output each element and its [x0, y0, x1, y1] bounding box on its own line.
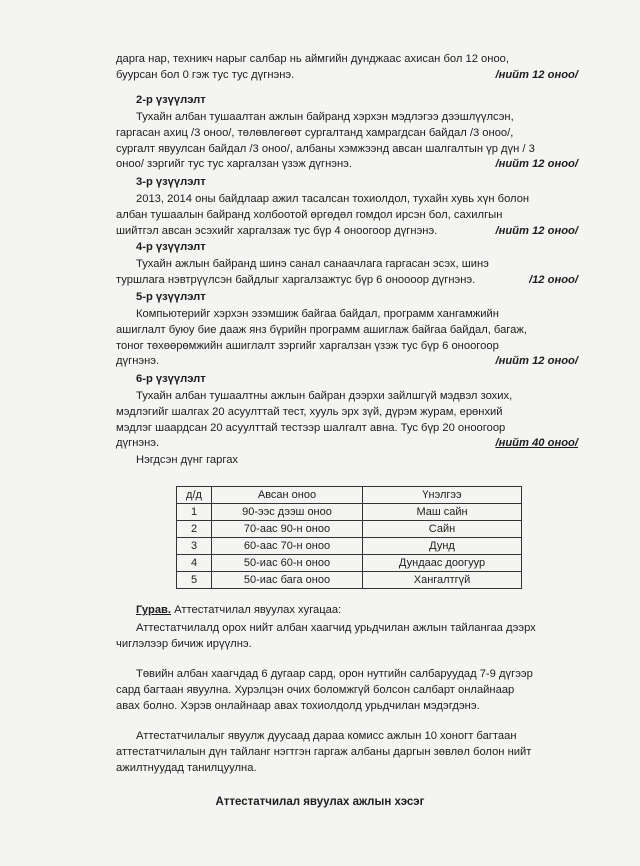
text-line: Тухайн албан тушаалтан ажлын байранд хэрхэн мэдлэгээ дээшлүүлсэн, [136, 111, 514, 123]
text-line: мэдлэгийг шалгах 20 асуулттай тест, хууль эрх зүй, дүрэм журам, ерөнхий [116, 405, 503, 418]
text-line: дарга нар, техникч нарыг салбар нь аймгийн дунджаас ахисан бол 12 оноо, [116, 53, 509, 65]
text-line: тоног төхөөрөмжийн ашиглалт зэргийг харгалзан үзэж тус бүр 6 оноогоор [116, 339, 499, 352]
section-3-heading: Аттестатчилал явуулах хугацаа: [171, 604, 342, 616]
table-cell: Хангалтгүй [363, 572, 522, 589]
table-row [177, 521, 522, 538]
text-line: Аттестатчилалд орох нийт албан хаагчид урьдчилан ажлын тайлангаа дээрх [136, 622, 536, 634]
text-line: мэдлэг шаардсан 20 асуулттай тестээр шалгалт авна. Тус бүр 20 оноогоор [116, 421, 506, 434]
text-line: 2013, 2014 оны байдлаар ажил тасалсан тохиолдол, тухайн хувь хүн болон [136, 193, 530, 205]
indicator-6-text [116, 389, 578, 452]
text-line: аттестатчилалын дүн тайланг нэгтгэн гаргаж албаны даргын зөвлөл болон нийт [116, 745, 532, 758]
text-line: чиглэлээр бичиж ирүүлнэ. [116, 637, 252, 650]
indicator-4-heading: 4-р үзүүлэлт [136, 241, 206, 253]
table-cell: 50-иас бага оноо [212, 572, 363, 589]
total-label: Нэгдсэн дүнг гаргах [136, 454, 239, 466]
table-cell: 3 [177, 538, 212, 555]
indicator-3-heading: 3-р үзүүлэлт [136, 176, 206, 188]
text-line: сургалт явуулсан байдал /3 оноо/, албаны хэмжээнд авсан шалгалтын үр дүн / 3 [116, 142, 535, 155]
table-cell: 2 [177, 521, 212, 538]
table-row [177, 504, 522, 521]
section-3-title [136, 604, 341, 616]
score-label: /нийт 12 оноо/ [495, 158, 578, 171]
table-cell: 70-аас 90-н оноо [212, 521, 363, 538]
table-row [177, 572, 522, 589]
section-3-label: Гурав. [136, 604, 172, 616]
table-row [177, 538, 522, 555]
section-3-para-b [116, 667, 578, 714]
score-label: /нийт 12 оноо/ [495, 68, 578, 81]
text-line: Төвийн албан хаагчдад 6 дугаар сард, орон нутгийн салбаруудад 7-9 дүгээр [136, 668, 533, 680]
text-line: авах болно. Хэрэв онлайнаар авах тохиолдолд урьдчилан мэдэгдэнэ. [116, 699, 480, 712]
indicator-4-text [116, 257, 578, 289]
indicator-5-heading: 5-р үзүүлэлт [136, 291, 206, 303]
score-label: /12 оноо/ [528, 273, 578, 286]
text-line: буурсан бол 0 гэж тус тус дүгнэнэ. /нийт 12 оноо/ [116, 68, 578, 84]
section-3-para-a [116, 621, 578, 653]
table-cell: 90-ээс дээш оноо [212, 504, 363, 521]
table-cell: Дундаас доогуур [363, 555, 522, 572]
table-cell: 50-иас 60-н оноо [212, 555, 363, 572]
indicator-5-text [116, 307, 578, 370]
table-cell: 5 [177, 572, 212, 589]
working-group-title: Аттестатчилал явуулах ажлын хэсэг [215, 796, 425, 808]
text-line: гаргасан ахиц /3 оноо/, төлөвлөгөөт сургалтанд хамрагдсан байдал /3 оноо/, [116, 126, 514, 139]
text-line: Тухайн албан тушаалтны ажлын байран дээрхи зайлшгүй мэдвэл зохих, [136, 390, 513, 402]
text-line: Тухайн ажлын байранд шинэ санал санаачлага гаргасан эсэх, шинэ [136, 258, 489, 270]
table-header-cell: Үнэлгээ [363, 487, 522, 504]
table-header-cell: д/д [177, 487, 212, 504]
score-label: /нийт 12 оноо/ [495, 355, 578, 368]
text-line: туршлага нэвтрүүлсэн байдлыг харгалзажтус бүр 6 оноооор дүгнэнэ. /12 оноо/ [116, 273, 578, 289]
table-cell: 60-аас 70-н оноо [212, 538, 363, 555]
score-label: /нийт 40 оноо/ [495, 437, 578, 450]
table-cell: Сайн [363, 521, 522, 538]
text-line: оноо/ зэргийг тус тус харгалзан үзэж дүгнэнэ. /нийт 12 оноо/ [116, 157, 578, 173]
score-label: /нийт 12 оноо/ [495, 224, 578, 237]
grade-table [176, 486, 522, 589]
paragraph-intro [116, 52, 578, 84]
text-line: ашиглалт буюу бие дааж янз бүрийн программ ашиглаж байгаа байдал, багаж, [116, 323, 527, 336]
indicator-3-text [116, 192, 578, 239]
text-line: дүгнэнэ. /нийт 40 оноо/ [116, 436, 578, 452]
text-line: албан тушаалын байранд холбоотой өргөдөл гомдол ирсэн бол, сахилгын [116, 208, 503, 221]
text-line: Компьютерийг хэрхэн эзэмшиж байгаа байдал, программ хангамжийн [136, 308, 499, 320]
table-header-cell: Авсан оноо [212, 487, 363, 504]
table-cell: 4 [177, 555, 212, 572]
indicator-2-text [116, 110, 578, 173]
indicator-6-heading: 6-р үзүүлэлт [136, 373, 206, 385]
table-cell: Дунд [363, 538, 522, 555]
text-line: дүгнэнэ. /нийт 12 оноо/ [116, 354, 578, 370]
section-3-para-c [116, 729, 578, 776]
table-header-row [177, 487, 522, 504]
text-line: шийтгэл авсан эсэхийг харгалзаж тус бүр 4 оноогоор дүгнэнэ. /нийт 12 оноо/ [116, 224, 578, 240]
table-row [177, 555, 522, 572]
text-line: Аттестатчилалыг явуулж дуусаад дараа комисс ажлын 10 хоногт багтаан [136, 730, 517, 742]
indicator-2-heading: 2-р үзүүлэлт [136, 94, 206, 106]
table-cell: 1 [177, 504, 212, 521]
text-line: ажилтнуудад танилцуулна. [116, 761, 257, 774]
table-cell: Маш сайн [363, 504, 522, 521]
text-line: сард багтаан явуулна. Хурэлцэн очих боломжгүй болсон салбарт онлайнаар [116, 683, 515, 696]
